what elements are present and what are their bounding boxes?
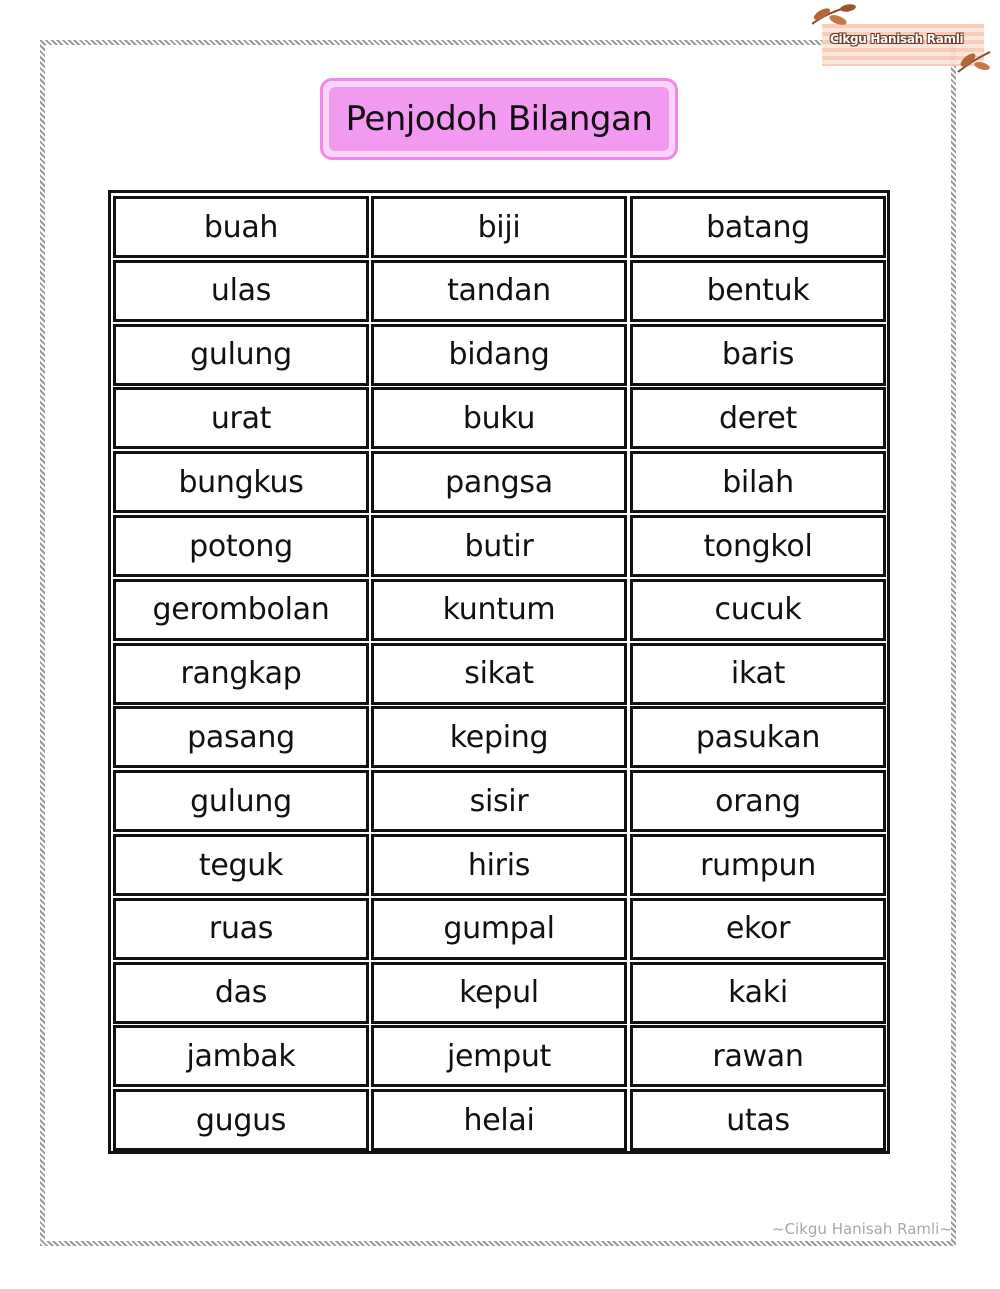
word-cell: gulung <box>113 324 369 386</box>
badge-text: Cikgu Hanisah Ramli <box>830 32 964 46</box>
word-cell: butir <box>371 515 627 577</box>
word-cell: gumpal <box>371 898 627 960</box>
word-cell: cucuk <box>630 579 886 641</box>
word-cell: pangsa <box>371 451 627 513</box>
word-cell: kuntum <box>371 579 627 641</box>
word-cell: potong <box>113 515 369 577</box>
word-cell: urat <box>113 387 369 449</box>
title-box <box>320 78 678 160</box>
word-grid <box>108 190 890 1154</box>
word-cell: gugus <box>113 1089 369 1151</box>
word-cell: ikat <box>630 643 886 705</box>
word-cell: gerombolan <box>113 579 369 641</box>
word-cell: jambak <box>113 1025 369 1087</box>
word-cell: sikat <box>371 643 627 705</box>
author-badge <box>808 2 992 74</box>
word-cell: batang <box>630 196 886 258</box>
word-cell: rawan <box>630 1025 886 1087</box>
word-cell: rumpun <box>630 834 886 896</box>
word-cell: teguk <box>113 834 369 896</box>
footer-credit: ~Cikgu Hanisah Ramli~ <box>772 1220 952 1238</box>
word-cell: bungkus <box>113 451 369 513</box>
word-cell: das <box>113 962 369 1024</box>
word-cell: buah <box>113 196 369 258</box>
word-cell: sisir <box>371 770 627 832</box>
word-cell: ruas <box>113 898 369 960</box>
word-cell: ulas <box>113 260 369 322</box>
title-inner <box>329 87 669 151</box>
word-cell: baris <box>630 324 886 386</box>
word-cell: kaki <box>630 962 886 1024</box>
word-cell: buku <box>371 387 627 449</box>
word-cell: tongkol <box>630 515 886 577</box>
word-cell: pasang <box>113 706 369 768</box>
word-cell: keping <box>371 706 627 768</box>
word-cell: orang <box>630 770 886 832</box>
word-cell: bilah <box>630 451 886 513</box>
word-cell: bentuk <box>630 260 886 322</box>
word-cell: bidang <box>371 324 627 386</box>
word-cell: ekor <box>630 898 886 960</box>
word-cell: utas <box>630 1089 886 1151</box>
word-cell: kepul <box>371 962 627 1024</box>
word-cell: biji <box>371 196 627 258</box>
page-title: Penjodoh Bilangan <box>345 99 653 139</box>
word-cell: deret <box>630 387 886 449</box>
word-cell: helai <box>371 1089 627 1151</box>
word-cell: tandan <box>371 260 627 322</box>
word-cell: hiris <box>371 834 627 896</box>
word-cell: jemput <box>371 1025 627 1087</box>
word-cell: pasukan <box>630 706 886 768</box>
word-cell: rangkap <box>113 643 369 705</box>
word-cell: gulung <box>113 770 369 832</box>
